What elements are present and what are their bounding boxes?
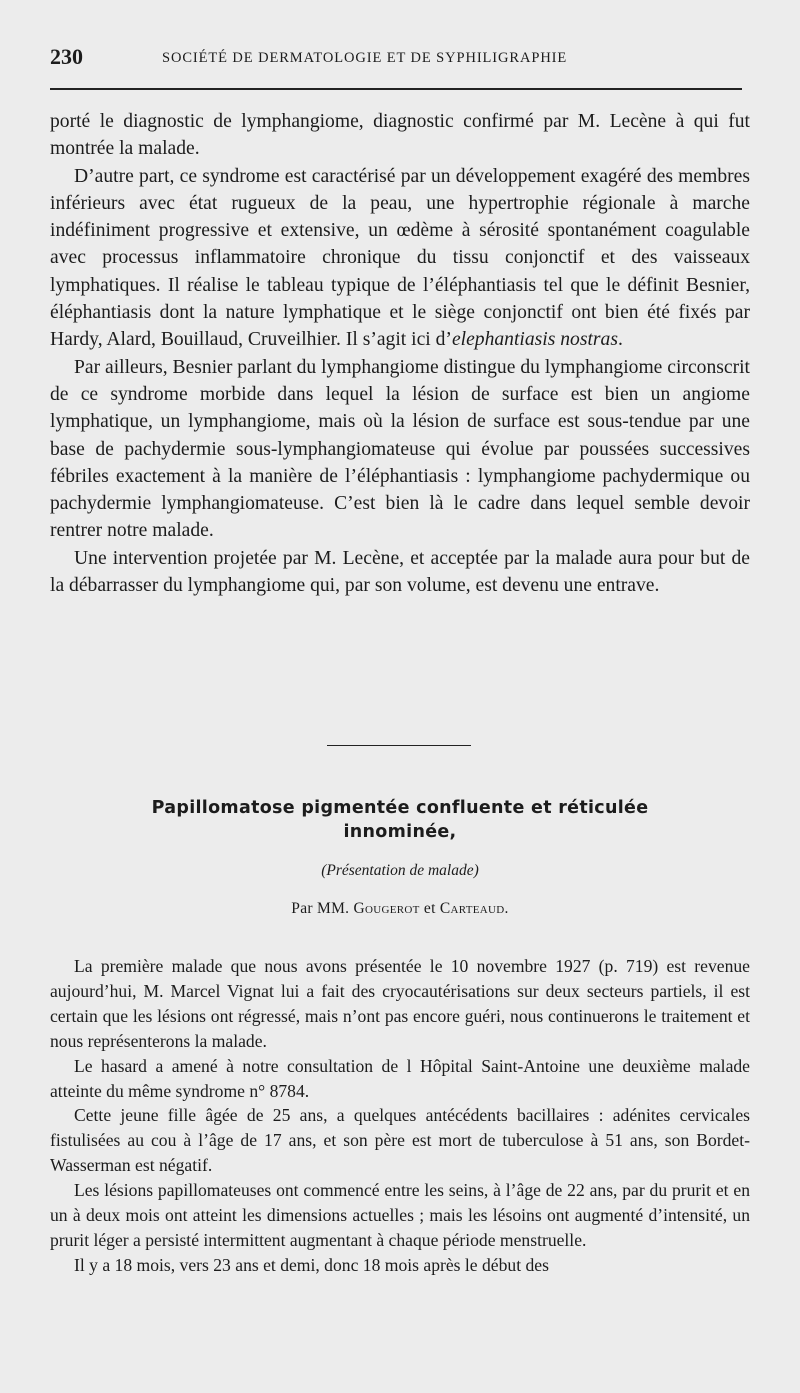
page-header	[50, 44, 750, 76]
paragraph: Le hasard a amené à notre consultation de l Hôpital Saint-Antoine une deuxième malade atteinte du même syndrome n° 8784.	[50, 1055, 750, 1101]
authors-prefix: Par MM.	[291, 900, 350, 917]
paragraph: Une intervention projetée par M. Lecène, et acceptée par la malade aura pour but de la débarrasser du lymphangiome qui, par son volume, est devenu une entrave.	[50, 547, 750, 597]
header-rule	[50, 88, 742, 90]
running-title: SOCIÉTÉ DE DERMATOLOGIE ET DE SYPHILIGRAPHIE	[162, 50, 568, 66]
paragraph: La première malade que nous avons présentée le 10 novembre 1927 (p. 719) est revenue aujourd’hui, M. Marcel Vignat lui a fait des cryocautérisations sur deux secteurs partiels, il est certain que les lésions ont régressé, mais n’ont pas encore guéri, nous continuerons le traitement et nous représenterons la malade.	[50, 956, 750, 1051]
article-title	[50, 796, 750, 844]
paragraph-text: D’autre part, ce syndrome est caractérisé par un développement exagéré des membres inférieurs avec état rugueux de la peau, une hypertrophie régionale à marche indéfiniment progressive et extensive, un œdème à sérosité spontanément coagulable avec processus inflammatoire chronique du tissu conjonctif et des vaisseaux lymphatiques. Il réalise le tableau typique de l’éléphantiasis tel que le définit Besnier, éléphantiasis dont la nature lymphatique et le siège conjonctif ont bien été fixés par Hardy, Alard, Bouillaud, Cruveilhier. Il s’agit ici d’	[50, 165, 750, 351]
authors-join: et	[423, 900, 436, 917]
author-name: Gougerot	[353, 900, 420, 917]
paragraph: porté le diagnostic de lymphangiome, diagnostic confirmé par M. Lecène à qui fut montrée la malade.	[50, 111, 750, 160]
paragraph: Cette jeune fille âgée de 25 ans, a quelques antécédents bacillaires : adénites cervicales fistulisées au cou à l’âge de 17 ans, et son père est mort de tuberculose à 51 ans, son Bordet-Wasserman est négatif.	[50, 1105, 750, 1176]
author-name: Carteaud	[439, 900, 505, 917]
italic-term: elephantiasis nostras	[451, 329, 618, 351]
paragraph	[50, 163, 750, 354]
paragraph: Il y a 18 mois, vers 23 ans et demi, donc 18 mois après le début des	[74, 1254, 549, 1275]
article-body	[50, 954, 750, 1278]
paragraph-end: .	[617, 329, 623, 351]
section-divider	[327, 745, 471, 746]
paragraph: Les lésions papillomateuses ont commencé entre les seins, à l’âge de 22 ans, par du prurit et en un à deux mois ont atteint les dimensions actuelles ; mais les lésoins ont augmenté d’intensité, un prurit léger a persisté intermittent augmentant à chaque période menstruelle.	[50, 1180, 750, 1250]
previous-article-text	[50, 108, 750, 599]
article-subtitle: (Présentation de malade)	[321, 862, 479, 879]
paragraph: Par ailleurs, Besnier parlant du lymphangiome distingue du lymphangiome circonscrit de ce syndrome morbide dans lequel la lésion de surface est bien un angiome lymphatique, un lymphangiome, mais où la lésion de surface est sous-tendue par une base de pachydermie sous-lymphangiomateuse qui évolue par poussées successives fébriles exactement à la manière de l’éléphantiasis : lymphangiome pachydermique ou pachydermie lymphangiomateuse. C’est bien là le cadre dans lequel semble devoir rentrer notre malade.	[50, 356, 750, 542]
article-title-line: Papillomatose pigmentée confluente et réticulée	[151, 798, 649, 818]
authors-end: .	[504, 900, 509, 917]
page-number: 230	[50, 44, 83, 69]
article-authors	[50, 900, 750, 918]
article-title-line: innominée,	[343, 822, 457, 842]
